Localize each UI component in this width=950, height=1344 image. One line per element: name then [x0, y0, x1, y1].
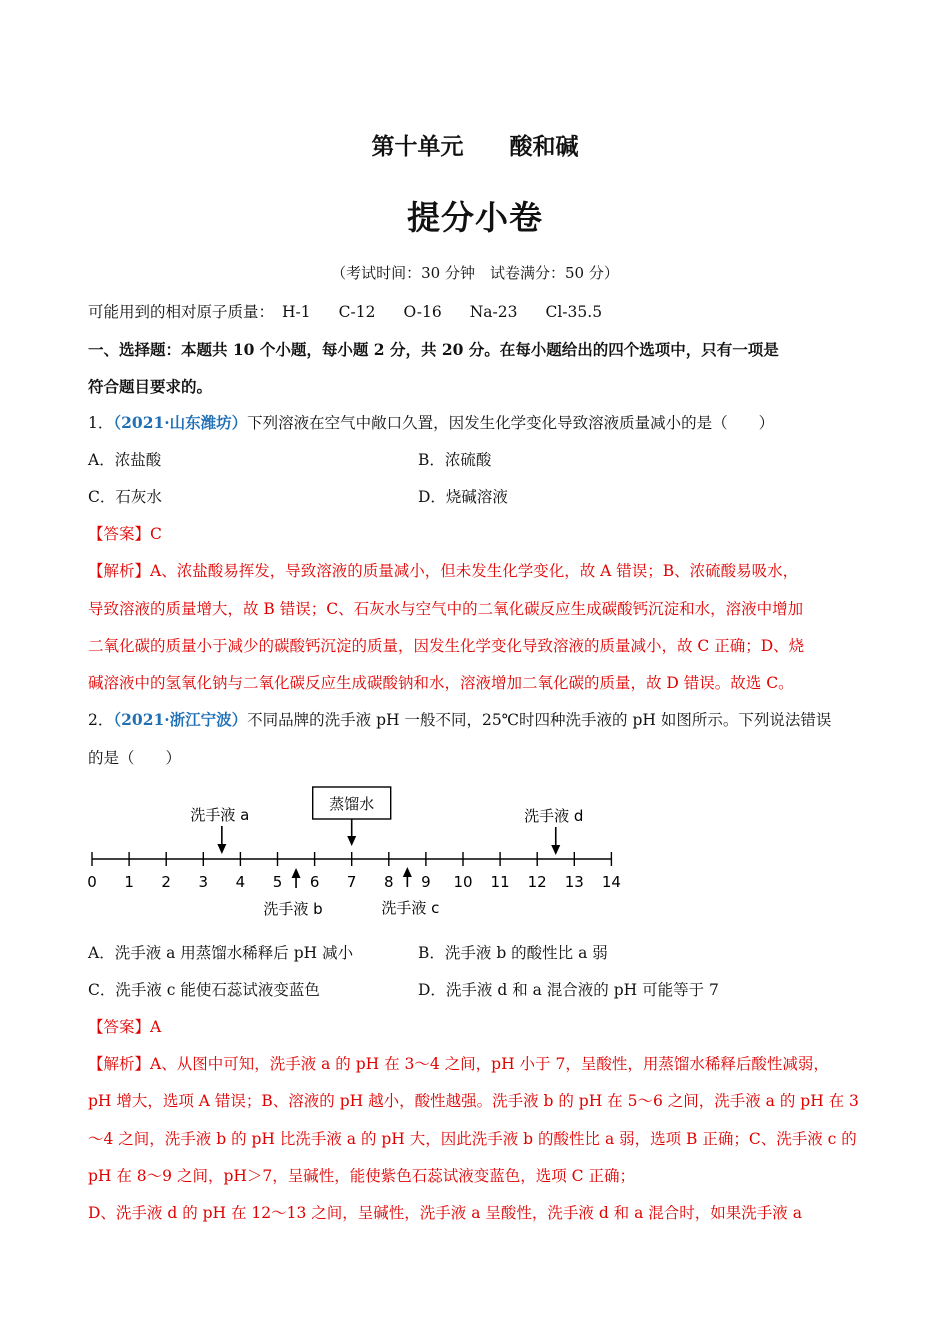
- arrow-down-icon: [551, 827, 560, 855]
- question-number: 1．: [88, 414, 114, 432]
- q2-option-d: D．洗手液 d 和 a 混合液的 pH 可能等于 7: [418, 981, 719, 999]
- q1-analysis-line: 【解析】A、浓盐酸易挥发，导致溶液的质量减小，但未发生化学变化，故 A 错误；B、浓硫酸易吸水，: [88, 562, 799, 580]
- q1-option-b: B．浓硫酸: [418, 451, 492, 469]
- ph-tick-label: 14: [601, 873, 621, 891]
- ph-tick-labels: [87, 873, 621, 891]
- unit-title: 第十单元 酸和碱: [371, 133, 579, 160]
- question-2-stem: [88, 708, 831, 730]
- ph-tick-label: 0: [87, 873, 97, 891]
- atomic-mass-item: O-16: [403, 303, 442, 321]
- ph-tick-label: 13: [564, 873, 584, 891]
- q2-option-a: A．洗手液 a 用蒸馏水稀释后 pH 减小: [88, 944, 354, 962]
- q2-option-c: C．洗手液 c 能使石蕊试液变蓝色: [88, 981, 320, 999]
- label-handwash-b: 洗手液 b: [263, 900, 323, 918]
- q2-analysis-line: pH 在 8～9 之间，pH＞7，呈碱性，能使紫色石蕊试液变蓝色，选项 C 正确；: [88, 1167, 635, 1185]
- ph-tick-label: 1: [124, 873, 134, 891]
- arrow-down-icon: [217, 826, 226, 854]
- q2-option-b: B．洗手液 b 的酸性比 a 弱: [418, 944, 608, 962]
- atomic-mass-item: Na-23: [469, 303, 518, 321]
- ph-tick-label: 9: [421, 873, 431, 891]
- q2-answer: 【答案】A: [88, 1018, 162, 1036]
- ph-tick-label: 11: [490, 873, 510, 891]
- label-handwash-a: 洗手液 a: [190, 806, 250, 824]
- exam-info: （考试时间：30 分钟 试卷满分：50 分）: [331, 264, 619, 282]
- q1-analysis-line: 导致溶液的质量增大，故 B 错误；C、石灰水与空气中的二氧化碳反应生成碳酸钙沉淀和水，溶液中增加: [88, 600, 804, 618]
- question-text: 不同品牌的洗手液 pH 一般不同，25℃时四种洗手液的 pH 如图所示。下列说法错误: [247, 711, 832, 729]
- arrow-up-icon: [403, 867, 412, 887]
- question-source: （2021·山东潍坊）: [113, 413, 248, 432]
- page-title: 提分小卷: [407, 198, 543, 237]
- question-2-stem-cont: 的是（ ）: [88, 749, 182, 767]
- atomic-mass-label: 可能用到的相对原子质量：: [88, 303, 275, 321]
- section-heading-cont: 符合题目要求的。: [88, 377, 213, 396]
- label-distilled-water: 蒸馏水: [329, 795, 375, 813]
- label-handwash-d: 洗手液 d: [524, 807, 584, 825]
- question-source: （2021·浙江宁波）: [113, 710, 248, 729]
- ph-tick-label: 8: [384, 873, 394, 891]
- question-text: 下列溶液在空气中敞口久置，因发生化学变化导致溶液质量减小的是（ ）: [247, 414, 775, 432]
- ph-tick-label: 12: [527, 873, 547, 891]
- atomic-mass-item: C-12: [338, 303, 376, 321]
- ph-tick-label: 10: [453, 873, 473, 891]
- ph-tick-label: 2: [161, 873, 171, 891]
- q1-option-c: C．石灰水: [88, 488, 162, 506]
- label-handwash-c: 洗手液 c: [381, 899, 440, 917]
- section-heading: 一、选择题：本题共 10 个小题，每小题 2 分，共 20 分。在每小题给出的四个选项中，只有一项是: [88, 340, 779, 359]
- q1-option-a: A．浓盐酸: [88, 451, 162, 469]
- ph-tick-label: 3: [198, 873, 209, 891]
- q2-analysis-line: 【解析】A、从图中可知，洗手液 a 的 pH 在 3～4 之间，pH 小于 7，呈酸性，用蒸馏水稀释后酸性减弱，: [88, 1055, 829, 1073]
- q1-answer: 【答案】C: [88, 525, 162, 543]
- atomic-mass-item: Cl-35.5: [545, 303, 603, 321]
- ph-scale-figure: [80, 782, 640, 928]
- question-1-stem: [88, 411, 774, 433]
- q2-analysis-line: pH 增大，选项 A 错误；B、溶液的 pH 越小，酸性越强。洗手液 b 的 pH 在 5～6 之间，洗手液 a 的 pH 在 3: [88, 1092, 859, 1110]
- ph-tick-label: 6: [309, 873, 320, 891]
- arrow-down-icon: [347, 819, 356, 846]
- arrow-up-icon: [292, 868, 301, 888]
- q1-option-d: D．烧碱溶液: [418, 488, 508, 506]
- ph-tick-label: 7: [346, 873, 357, 891]
- atomic-mass-line: [88, 300, 630, 322]
- q1-analysis-line: 碱溶液中的氢氧化钠与二氧化碳反应生成碳酸钠和水，溶液增加二氧化碳的质量，故 D 错误。故选 C。: [88, 674, 794, 692]
- atomic-mass-item: H-1: [282, 303, 311, 321]
- question-number: 2．: [88, 711, 114, 729]
- q1-analysis-line: 二氧化碳的质量小于减少的碳酸钙沉淀的质量，因发生化学变化导致溶液的质量减小，故 C 正确；D、烧: [88, 637, 805, 655]
- ph-tick-label: 5: [272, 873, 283, 891]
- ph-tick-label: 4: [235, 873, 246, 891]
- q2-analysis-line: ～4 之间，洗手液 b 的 pH 比洗手液 a 的 pH 大，因此洗手液 b 的酸性比 a 弱，选项 B 正确；C、洗手液 c 的: [88, 1130, 857, 1148]
- q2-analysis-line: D、洗手液 d 的 pH 在 12～13 之间，呈碱性，洗手液 a 呈酸性，洗手液 d 和 a 混合时，如果洗手液 a: [88, 1204, 802, 1222]
